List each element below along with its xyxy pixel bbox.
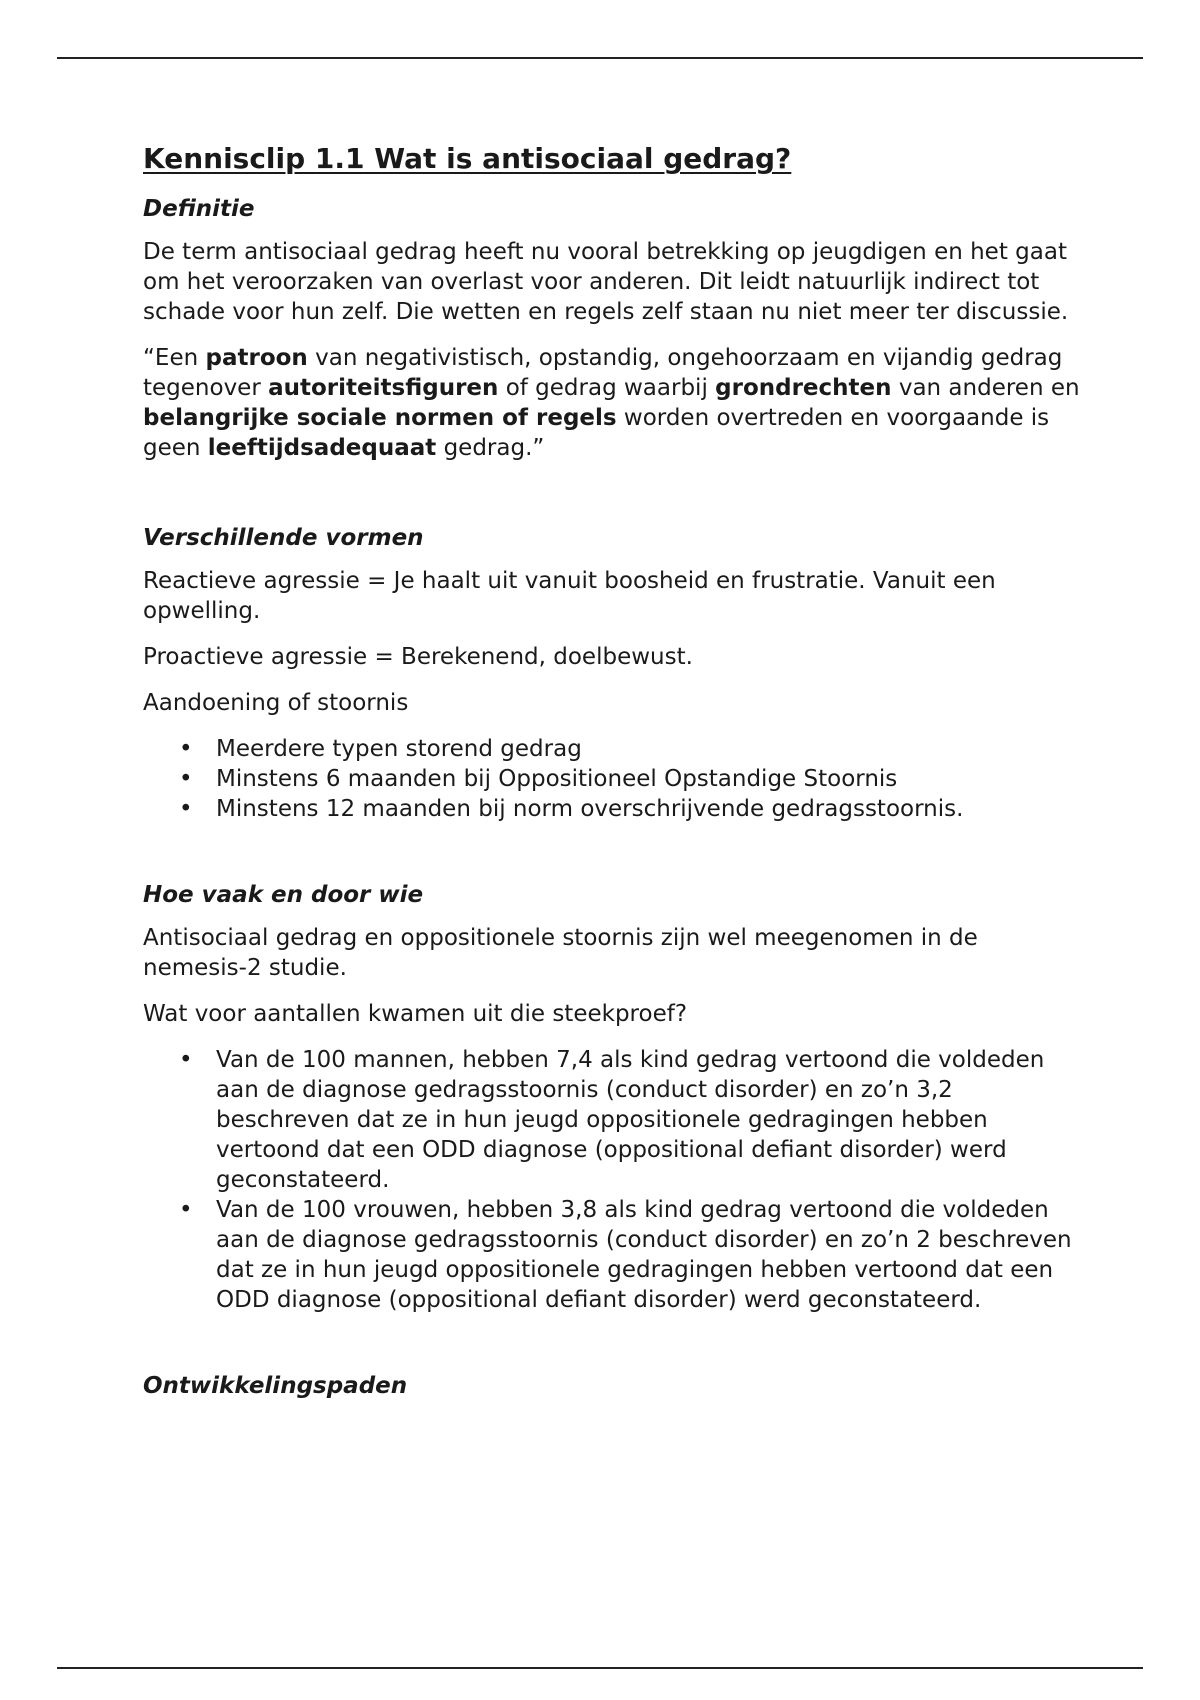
list-item: • Minstens 12 maanden bij norm overschrijvende gedragsstoornis. (216, 794, 1083, 824)
heading-hoe-vaak: Hoe vaak en door wie (143, 882, 424, 908)
list-item: • Van de 100 mannen, hebben 7,4 als kind gedrag vertoond die voldeden aan de diagnose gedragsstoornis (conduct disorder) en zo’n 3,2 beschreven dat ze in hun jeugd oppositionele gedragingen hebben vertoond dat een ODD diagnose (oppositional defiant disorder) werd geconstateerd. (216, 1045, 1083, 1195)
proactieve-agressie-paragraph: Proactieve agressie = Berekenend, doelbewust. (143, 644, 693, 670)
footer-rule (57, 1667, 1143, 1669)
aandoening-paragraph: Aandoening of stoornis (143, 690, 409, 716)
page-title: Kennisclip 1.1 Wat is antisociaal gedrag? (143, 142, 792, 175)
aandoening-list (143, 734, 1083, 824)
definitie-quote: “Een patroon van negativistisch, opstandig, ongehoorzaam en vijandig gedrag tegenover autoriteitsfiguren of gedrag waarbij grondrechten van anderen en belangrijke sociale normen of regels worden overtreden en voorgaande is geen leeftijdsadequaat gedrag.” (143, 345, 1080, 461)
list-item: • Van de 100 vrouwen, hebben 3,8 als kind gedrag vertoond die voldeden aan de diagnose gedragsstoornis (conduct disorder) en zo’n 2 beschreven dat ze in hun jeugd oppositionele gedragingen hebben vertoond dat een ODD diagnose (oppositional defiant disorder) werd geconstateerd. (216, 1195, 1083, 1315)
document-body (143, 138, 1083, 1414)
definitie-paragraph: De term antisociaal gedrag heeft nu vooral betrekking op jeugdigen en het gaat om het veroorzaken van overlast voor anderen. Dit leidt natuurlijk indirect tot schade voor hun zelf. Die wetten en regels zelf staan nu niet meer ter discussie. (143, 239, 1069, 325)
heading-verschillende-vormen: Verschillende vormen (143, 525, 424, 551)
list-item: • Meerdere typen storend gedrag (216, 734, 1083, 764)
heading-ontwikkelingspaden: Ontwikkelingspaden (143, 1373, 408, 1399)
reactieve-agressie-paragraph: Reactieve agressie = Je haalt uit vanuit boosheid en frustratie. Vanuit een opwelling. (143, 568, 996, 624)
steekproef-list (143, 1045, 1083, 1315)
hoe-vaak-paragraph: Antisociaal gedrag en oppositionele stoornis zijn wel meegenomen in de nemesis-2 studie. (143, 925, 978, 981)
steekproef-question: Wat voor aantallen kwamen uit die steekproef? (143, 1001, 688, 1027)
header-rule (57, 57, 1143, 59)
heading-definitie: Definitie (143, 196, 255, 222)
list-item: • Minstens 6 maanden bij Oppositioneel Opstandige Stoornis (216, 764, 1083, 794)
